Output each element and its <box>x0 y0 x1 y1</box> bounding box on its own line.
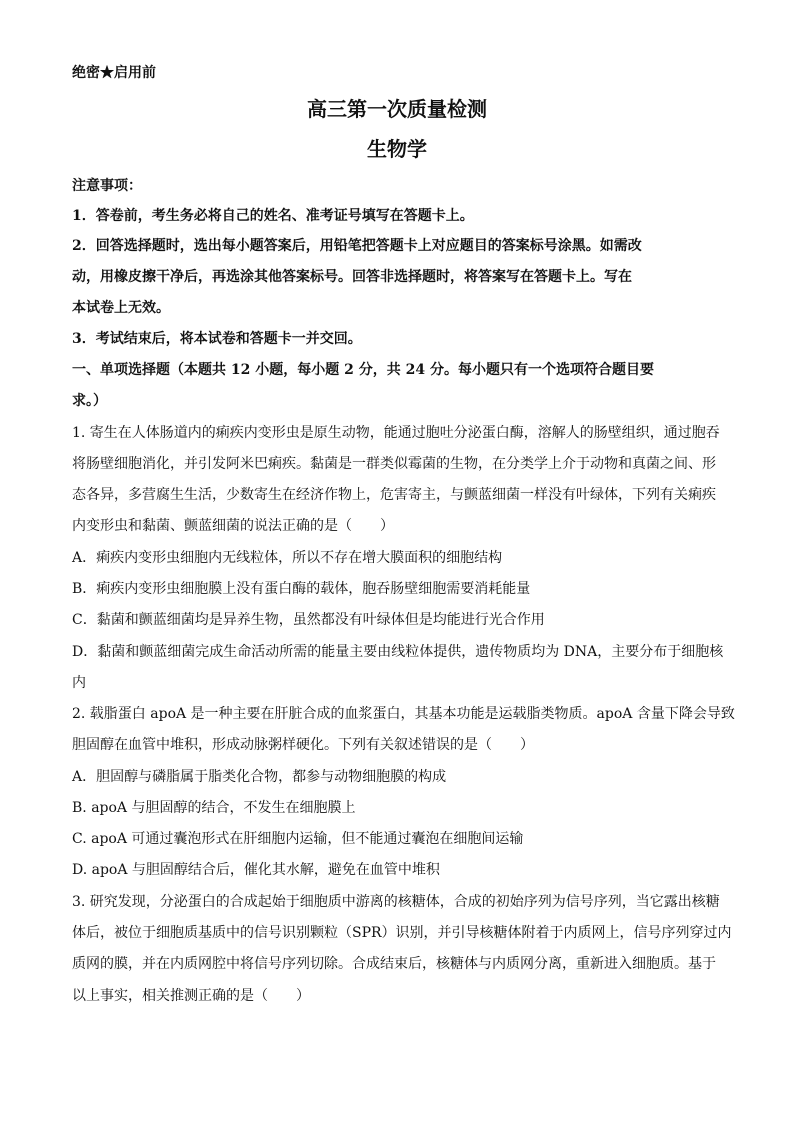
q1-option-d-line-2: 内 <box>72 675 86 691</box>
secret-label: 绝密★启用前 <box>72 65 156 81</box>
section-heading-line-1: 一、单项选择题（本题共 12 小题，每小题 2 分，共 24 分。每小题只有一个选项符合题目要 <box>72 362 654 378</box>
q2-option-d: D. apoA 与胆固醇结合后，催化其水解，避免在血管中堆积 <box>72 862 440 878</box>
notice-item-2-line-3: 本试卷上无效。 <box>72 300 170 316</box>
notice-item-1: 1．答卷前，考生务必将自己的姓名、准考证号填写在答题卡上。 <box>72 208 474 224</box>
q1-option-c: C．黏菌和颤蓝细菌均是异养生物，虽然都没有叶绿体但是均能进行光合作用 <box>72 612 545 628</box>
q3-stem-line-2: 体后，被位于细胞质基质中的信号识别颗粒（SPR）识别，并引导核糖体附着于内质网上，信号序列穿过内 <box>72 925 732 941</box>
q1-option-d-line-1: D．黏菌和颤蓝细菌完成生命活动所需的能量主要由线粒体提供，遗传物质均为 DNA，主要分布于细胞核 <box>72 644 724 660</box>
subject-title: 生物学 <box>367 137 427 161</box>
notice-item-2-line-1: 2．回答选择题时，选出每小题答案后，用铅笔把答题卡上对应题目的答案标号涂黑。如需改 <box>72 238 642 254</box>
q1-stem-line-2: 将肠壁细胞消化，并引发阿米巴痢疾。黏菌是一群类似霉菌的生物，在分类学上介于动物和真菌之间、形 <box>72 456 716 472</box>
q1-stem-line-3: 态各异，多营腐生生活，少数寄生在经济作物上，危害寄主，与颤蓝细菌一样没有叶绿体，下列有关痢疾 <box>72 487 716 503</box>
q2-option-c: C. apoA 可通过囊泡形式在肝细胞内运输，但不能通过囊泡在细胞间运输 <box>72 831 524 847</box>
q1-option-a: A．痢疾内变形虫细胞内无线粒体，所以不存在增大膜面积的细胞结构 <box>72 550 503 566</box>
q2-stem-line-2: 胆固醇在血管中堆积，形成动脉粥样硬化。下列有关叙述错误的是（ ） <box>72 737 534 753</box>
q3-stem-line-4: 以上事实，相关推测正确的是（ ） <box>72 988 310 1004</box>
q3-stem-line-3: 质网的膜，并在内质网腔中将信号序列切除。合成结束后，核糖体与内质网分离，重新进入细胞质。基于 <box>72 956 716 972</box>
notice-item-2-line-2: 动，用橡皮擦干净后，再选涂其他答案标号。回答非选择题时，将答案写在答题卡上。写在 <box>72 269 632 285</box>
section-heading-line-2: 求。） <box>72 393 107 409</box>
exam-title: 高三第一次质量检测 <box>307 97 487 121</box>
q2-option-b: B. apoA 与胆固醇的结合，不发生在细胞膜上 <box>72 800 356 816</box>
q1-stem-line-1: 1. 寄生在人体肠道内的痢疾内变形虫是原生动物，能通过胞吐分泌蛋白酶，溶解人的肠壁组织，通过胞吞 <box>72 425 720 441</box>
q2-stem-line-1: 2. 载脂蛋白 apoA 是一种主要在肝脏合成的血浆蛋白，其基本功能是运载脂类物质。apoA 含量下降会导致 <box>72 706 735 722</box>
notice-heading: 注意事项： <box>72 178 142 194</box>
q2-option-a: A．胆固醇与磷脂属于脂类化合物，都参与动物细胞膜的构成 <box>72 769 447 785</box>
q3-stem-line-1: 3. 研究发现，分泌蛋白的合成起始于细胞质中游离的核糖体，合成的初始序列为信号序列，当它露出核糖 <box>72 894 720 910</box>
q1-stem-line-4: 内变形虫和黏菌、颤蓝细菌的说法正确的是（ ） <box>72 518 394 534</box>
notice-item-3: 3．考试结束后，将本试卷和答题卡一并交回。 <box>72 331 362 347</box>
q1-option-b: B．痢疾内变形虫细胞膜上没有蛋白酶的载体，胞吞肠壁细胞需要消耗能量 <box>72 581 531 597</box>
